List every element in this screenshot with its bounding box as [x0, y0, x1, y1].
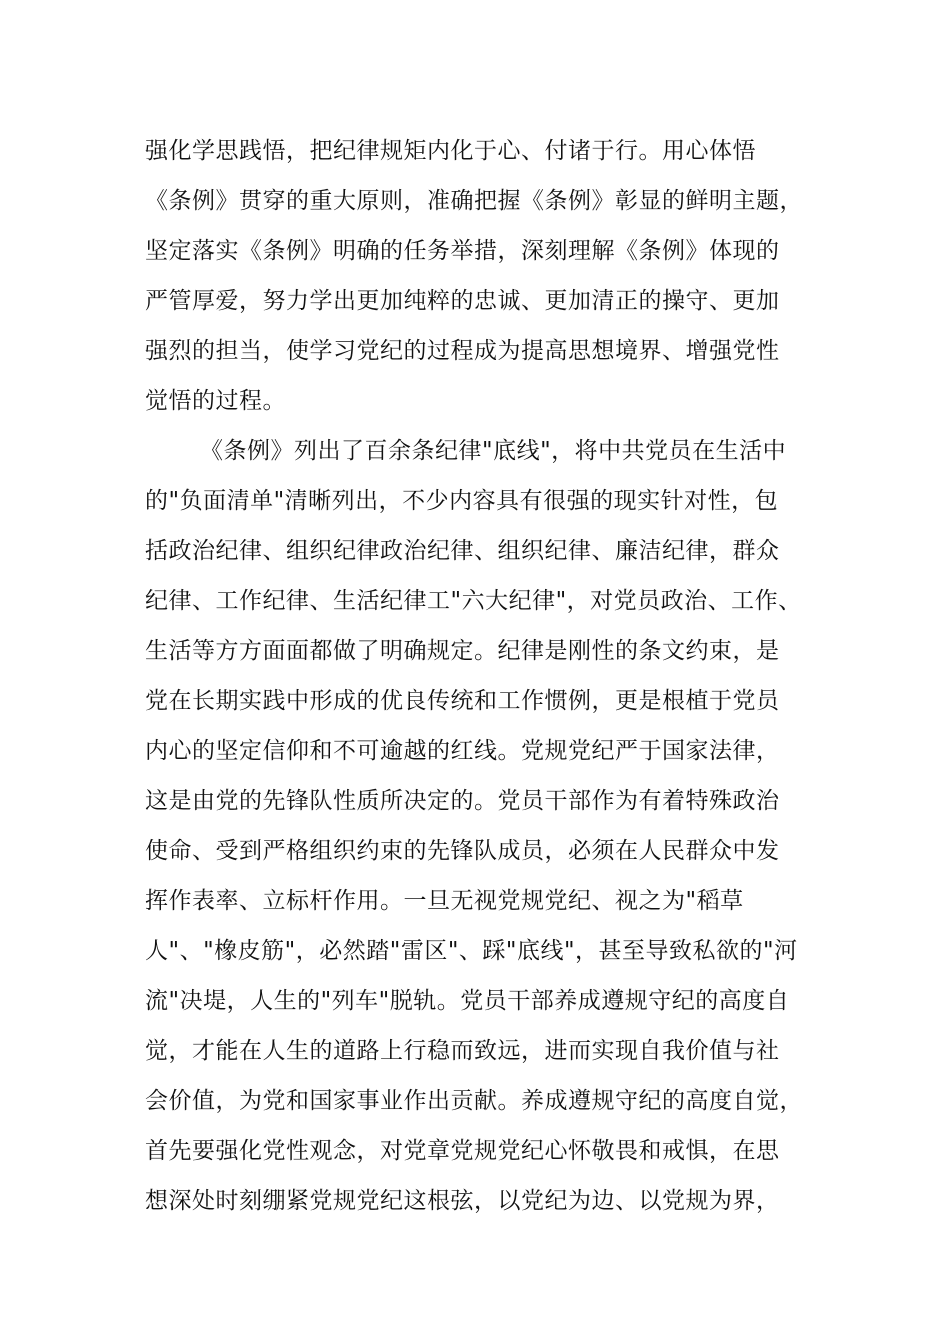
text-line: 的"负面清单"清晰列出，不少内容具有很强的现实针对性，包 — [145, 488, 779, 514]
document-body — [145, 126, 825, 1226]
text-line: 党在长期实践中形成的优良传统和工作惯例，更是根植于党员 — [145, 688, 780, 714]
text-line: 觉悟的过程。 — [145, 388, 286, 414]
text-line: 会价值，为党和国家事业作出贡献。养成遵规守纪的高度自觉， — [145, 1088, 803, 1114]
text-line: 人"、"橡皮筋"，必然踏"雷区"、踩"底线"，甚至导致私欲的"河 — [145, 938, 798, 964]
text-line: 括政治纪律、组织纪律政治纪律、组织纪律、廉洁纪律，群众 — [145, 538, 780, 564]
paragraph-1 — [145, 126, 825, 426]
text-line: 内心的坚定信仰和不可逾越的红线。党规党纪严于国家法律， — [145, 738, 780, 764]
text-line: 这是由党的先锋队性质所决定的。党员干部作为有着特殊政治 — [145, 788, 780, 814]
text-line: 《条例》贯穿的重大原则，准确把握《条例》彰显的鲜明主题， — [145, 188, 803, 214]
paragraph-2 — [145, 426, 825, 1226]
text-line: 《条例》列出了百余条纪律"底线"，将中共党员在生活中 — [200, 438, 787, 464]
text-line: 使命、受到严格组织约束的先锋队成员，必须在人民群众中发 — [145, 838, 780, 864]
text-line: 坚定落实《条例》明确的任务举措，深刻理解《条例》体现的 — [145, 238, 780, 264]
text-line: 想深处时刻绷紧党规党纪这根弦，以党纪为边、以党规为界， — [145, 1188, 780, 1214]
text-line: 挥作表率、立标杆作用。一旦无视党规党纪、视之为"稻草 — [145, 888, 744, 914]
text-line: 强化学思践悟，把纪律规矩内化于心、付诸于行。用心体悟 — [145, 138, 756, 164]
text-line: 纪律、工作纪律、生活纪律工"六大纪律"，对党员政治、工作、 — [145, 588, 802, 614]
text-line: 流"决堤，人生的"列车"脱轨。党员干部养成遵规守纪的高度自 — [145, 988, 790, 1014]
text-line: 强烈的担当，使学习党纪的过程成为提高思想境界、增强党性 — [145, 338, 780, 364]
text-line: 生活等方方面面都做了明确规定。纪律是刚性的条文约束，是 — [145, 638, 780, 664]
text-line: 觉，才能在人生的道路上行稳而致远，进而实现自我价值与社 — [145, 1038, 780, 1064]
text-line: 严管厚爱，努力学出更加纯粹的忠诚、更加清正的操守、更加 — [145, 288, 780, 314]
text-line: 首先要强化党性观念，对党章党规党纪心怀敬畏和戒惧，在思 — [145, 1138, 780, 1164]
